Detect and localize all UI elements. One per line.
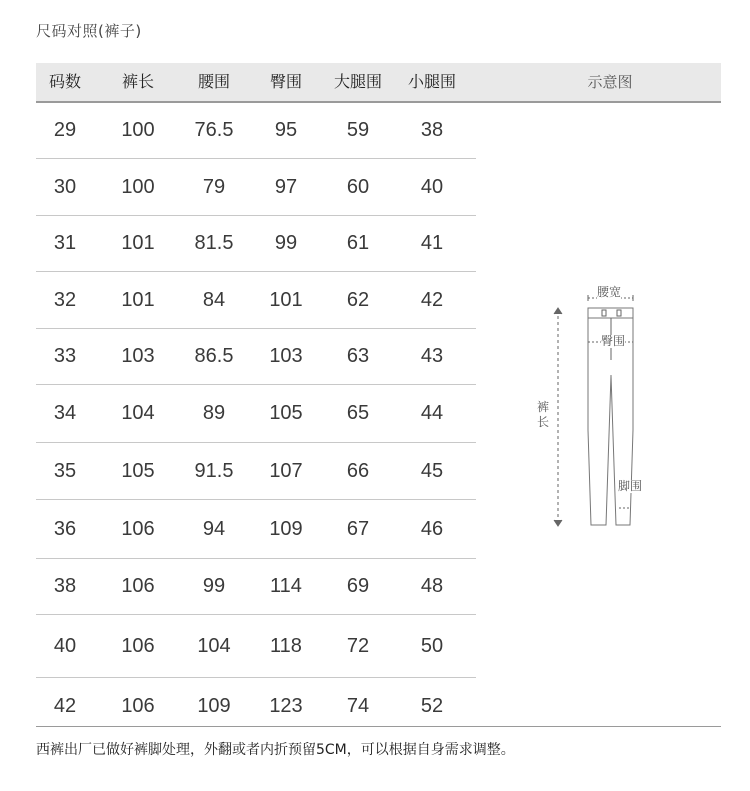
cell-waist: 104 — [197, 634, 231, 657]
cell-size: 36 — [53, 517, 77, 540]
cell-waist: 109 — [197, 695, 231, 717]
cell-length: 100 — [121, 119, 155, 141]
cell-thigh: 72 — [346, 634, 370, 657]
cell-hip: 123 — [269, 695, 303, 717]
cell-thigh: 67 — [346, 517, 370, 540]
cell-thigh: 62 — [346, 288, 370, 311]
cell-calf: 41 — [420, 232, 444, 254]
cell-thigh: 65 — [346, 402, 370, 424]
cell-length: 104 — [121, 402, 155, 424]
cell-size: 29 — [53, 119, 77, 141]
table-row — [36, 500, 476, 559]
header-waist: 腰围 — [197, 72, 231, 91]
cell-waist: 91.5 — [194, 459, 234, 482]
cell-size: 31 — [53, 232, 77, 254]
cell-length: 106 — [121, 695, 155, 717]
header-thigh: 大腿围 — [333, 72, 383, 91]
cell-waist: 99 — [202, 575, 226, 597]
cell-waist: 94 — [202, 517, 226, 540]
cell-calf: 42 — [420, 288, 444, 311]
table-row — [36, 216, 476, 272]
cell-hip: 95 — [274, 119, 298, 141]
cell-length: 101 — [121, 288, 155, 311]
cell-calf: 38 — [420, 119, 444, 141]
table-row — [36, 385, 476, 443]
cell-size: 32 — [53, 288, 77, 311]
cell-calf: 46 — [420, 517, 444, 540]
cell-thigh: 66 — [346, 459, 370, 482]
table-row — [36, 272, 476, 329]
cell-calf: 40 — [420, 175, 444, 198]
cell-length: 100 — [121, 175, 155, 198]
cell-size: 40 — [53, 634, 77, 657]
size-table-body — [36, 103, 476, 735]
cell-waist: 81.5 — [194, 232, 234, 254]
cell-hip: 109 — [269, 517, 303, 540]
cell-waist: 84 — [202, 288, 226, 311]
cell-length: 106 — [121, 517, 155, 540]
cell-waist: 86.5 — [194, 345, 234, 367]
table-bottom-divider — [36, 726, 721, 727]
cell-length: 103 — [121, 345, 155, 367]
table-row — [36, 329, 476, 385]
header-size: 码数 — [48, 72, 82, 91]
cell-thigh: 59 — [346, 119, 370, 141]
cell-hip: 97 — [274, 175, 298, 198]
cell-size: 30 — [53, 175, 77, 198]
length-label-bottom: 长 — [537, 415, 550, 429]
cell-length: 106 — [121, 575, 155, 597]
cell-size: 38 — [53, 575, 77, 597]
cell-thigh: 63 — [346, 345, 370, 367]
hem-label: 脚围 — [618, 479, 643, 493]
cell-hip: 101 — [269, 288, 303, 311]
pants-outline-icon — [530, 280, 670, 530]
cell-hip: 105 — [269, 402, 303, 424]
header-calf: 小腿围 — [407, 72, 457, 91]
cell-size: 33 — [53, 345, 77, 367]
waist-width-label: 腰宽 — [597, 285, 622, 299]
header-length: 裤长 — [121, 72, 155, 91]
cell-calf: 50 — [420, 634, 444, 657]
cell-waist: 76.5 — [194, 119, 234, 141]
length-label-top: 裤 — [537, 400, 550, 414]
cell-size: 34 — [53, 402, 77, 424]
cell-length: 105 — [121, 459, 155, 482]
cell-thigh: 69 — [346, 575, 370, 597]
cell-hip: 107 — [269, 459, 303, 482]
cell-length: 106 — [121, 634, 155, 657]
cell-calf: 44 — [420, 402, 444, 424]
cell-waist: 79 — [202, 175, 226, 198]
cell-thigh: 74 — [346, 695, 370, 717]
page-title: 尺码对照(裤子) — [36, 22, 142, 40]
header-diagram: 示意图 — [587, 73, 633, 91]
cell-hip: 114 — [270, 575, 302, 597]
pants-diagram — [530, 280, 670, 530]
footnote: 西裤出厂已做好裤脚处理，外翻或者内折预留5CM，可以根据自身需求调整。 — [36, 742, 515, 758]
table-row — [36, 559, 476, 615]
cell-calf: 43 — [420, 345, 444, 367]
table-row — [36, 443, 476, 500]
cell-calf: 48 — [420, 575, 444, 597]
cell-hip: 99 — [274, 232, 298, 254]
cell-thigh: 60 — [346, 175, 370, 198]
table-row — [36, 159, 476, 216]
cell-calf: 52 — [420, 695, 444, 717]
cell-hip: 118 — [270, 634, 302, 657]
table-header — [36, 63, 721, 103]
cell-size: 42 — [53, 695, 77, 717]
hip-label: 臀围 — [601, 334, 626, 348]
cell-length: 101 — [121, 232, 155, 254]
table-row — [36, 103, 476, 159]
header-hip: 臀围 — [269, 72, 303, 91]
cell-size: 35 — [53, 459, 77, 482]
table-row — [36, 615, 476, 678]
cell-hip: 103 — [269, 345, 303, 367]
cell-waist: 89 — [202, 402, 226, 424]
cell-thigh: 61 — [346, 232, 370, 254]
cell-calf: 45 — [420, 459, 444, 482]
